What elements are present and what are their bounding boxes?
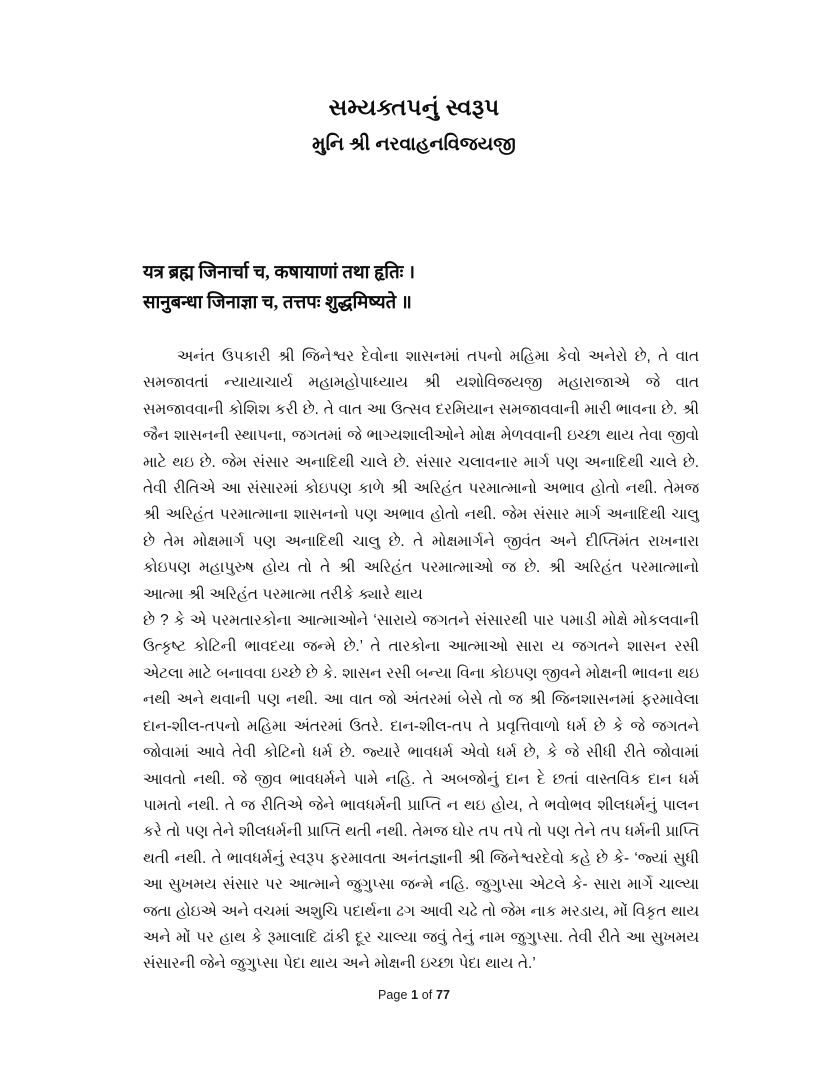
title-block xyxy=(0,92,828,158)
sanskrit-verse-block xyxy=(143,258,699,318)
page-number-text xyxy=(378,988,450,1002)
page-footer xyxy=(0,986,828,1004)
verse-line-2: सानुबन्धा जिनाज्ञा च, तत्तपः शुद्धमिष्यते ॥ xyxy=(143,293,412,313)
footer-current-page: 1 xyxy=(411,988,419,1002)
footer-separator-label: of xyxy=(418,988,436,1002)
body-paragraph-2: છે ? કે એ પરમતારકોના આત્માઓને ‘સારાયે જગતને સંસારથી પાર પમાડી મોક્ષે મોકલવાની ઉત્કૃષ્ટ કોટિની ભાવદયા જન્મે છે.’ તે તારકોના આત્માઓ સારા ય જગતને શાસન રસી એટલા માટે બનાવવા ઇચ્છે છે કે. શાસન રસી બન્યા વિના કોઇપણ જીવને મોક્ષની ભાવના થઇ નથી અને થવાની પણ નથી. આ વાત જો અંતરમાં બેસે તો જ શ્રી જિનશાસનમાં ફરમાવેલા દાન-શીલ-તપનો મહિમા અંતરમાં ઉતરે. દાન-શીલ-તપ તે પ્રવૃત્તિવાળો ધર્મ છે કે જે જગતને જોવામાં આવે તેવી કોટિનો ધર્મ છે. જ્યારે ભાવધર્મ એવો ધર્મ છે, કે જે સીધી રીતે જોવામાં આવતો નથી. જે જીવ ભાવધર્મને પામે નહિ. તે અબજોનું દાન દે છતાં વાસ્તવિક દાન ધર્મ પામતો નથી. તે જ રીતિએ જેને ભાવધર્મની પ્રાપ્તિ ન થઇ હોય, તે ભવોભવ શીલધર્મનું પાલન કરે તો પણ તેને શીલધર્મની પ્રાપ્તિ થતી નથી. તેમજ ઘોર તપ તપે તો પણ તેને તપ ધર્મની પ્રાપ્તિ થતી નથી. તે ભાવધર્મનું સ્વરૂપ ફરમાવતા અનંતજ્ઞાની શ્રી જિનેશ્વરદેવો કહે છે કે- ‘જ્યાં સુધી આ સુખમય સંસાર પર આત્માને જુગુપ્સા જન્મે નહિ. જુગુપ્સા એટલે કે- સારા માર્ગે ચાલ્યા જતા હોઇએ અને વચમાં અશુચિ પદાર્થના ઢગ આવી ચઢે તો જેમ નાક મરડાય, મોં વિકૃત થાય અને મોં પર હાથ કે રૂમાલાદિ ઢાંકી દૂર ચાલ્યા જવું તેનું નામ જુગુપ્સા. તેવી રીતે આ સુખમય સંસારની જેને જુગુપ્સા પેદા થાય અને મોક્ષની ઇચ્છા પેદા થાય તે.’ xyxy=(143,612,699,973)
body-paragraph-1: અનંત ઉપકારી શ્રી જિનેશ્વર દેવોના શાસનમાં તપનો મહિમા કેવો અનેરો છે, તે વાત સમજાવતાં ન્યાયાચાર્ય મહામહોપાધ્યાય શ્રી યશોવિજયજી મહારાજાએ જે વાત સમજાવવાની કોશિશ કરી છે. તે વાત આ ઉત્સવ દરમિયાન સમજાવવાની મારી ભાવના છે. શ્રી જૈન શાસનની સ્થાપના, જગતમાં જે ભાગ્યશાલીઓને મોક્ષ મેળવવાની ઇચ્છા થાય તેવા જીવો માટે થઇ છે. જેમ સંસાર અનાદિથી ચાલે છે. સંસાર ચલાવનાર માર્ગ પણ અનાદિથી ચાલે છે. તેવી રીતિએ આ સંસારમાં કોઇપણ કાળે શ્રી અરિહંત પરમાત્માનો અભાવ હોતો નથી. તેમજ શ્રી અરિહંત પરમાત્માના શાસનનો પણ અભાવ હોતો નથી. જેમ સંસાર માર્ગ અનાદિથી ચાલુ છે તેમ મોક્ષમાર્ગ પણ અનાદિથી ચાલુ છે. તે મોક્ષમાર્ગને જીવંત અને દીપ્તિમંત રાખનારા કોઇપણ મહાપુરુષ હોય તો તે શ્રી અરિહંત પરમાત્માઓ જ છે. શ્રી અરિહંત પરમાત્માનો આત્મા શ્રી અરિહંત પરમાત્મા તરીકે ક્યારે થાય xyxy=(143,348,699,603)
body-text-block xyxy=(143,344,699,978)
page-title: સમ્યક્તપનું સ્વરૂપ xyxy=(328,94,500,120)
footer-total-pages: 77 xyxy=(435,988,451,1002)
verse-line-1: यत्र ब्रह्म जिनार्चा च, कषायाणां तथा हृतिः । xyxy=(143,263,415,283)
footer-prefix-label: Page xyxy=(377,988,412,1002)
page-subtitle-author: મુનિ શ્રી નરવાહનવિજયજી xyxy=(312,134,516,156)
